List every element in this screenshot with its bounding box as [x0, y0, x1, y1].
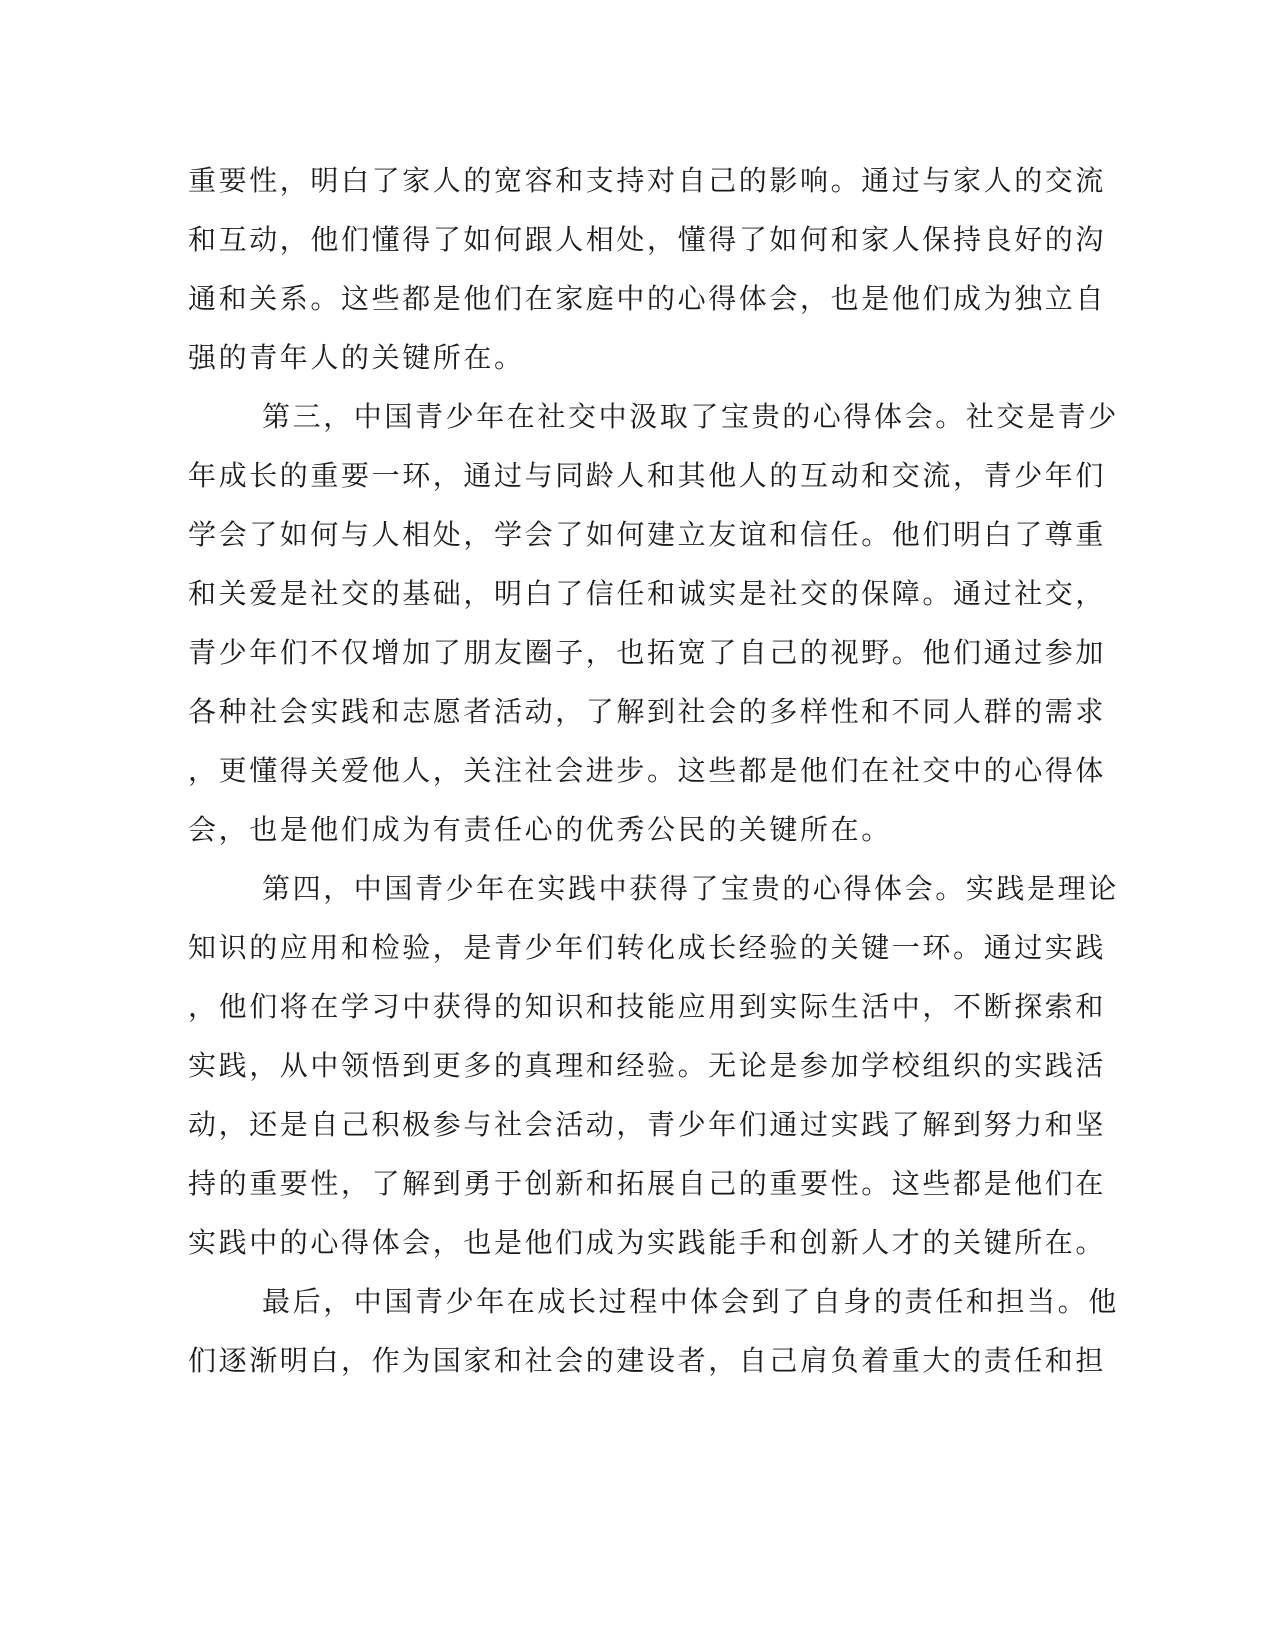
text-line: 重要性，明白了家人的宽容和支持对自己的影响。通过与家人的交流 — [188, 164, 1107, 197]
text-line: 强的青年人的关键所在。 — [188, 341, 525, 374]
text-line: 知识的应用和检验，是青少年们转化成长经验的关键一环。通过实践 — [188, 931, 1107, 964]
paragraph-start-line: 最后，中国青少年在成长过程中体会到了自身的责任和担当。他 — [262, 1285, 1119, 1318]
text-line: 动，还是自己积极参与社会活动，青少年们通过实践了解到努力和坚 — [188, 1108, 1107, 1141]
text-line: 会，也是他们成为有责任心的优秀公民的关键所在。 — [188, 813, 892, 846]
text-line: 实践，从中领悟到更多的真理和经验。无论是参加学校组织的实践活 — [188, 1049, 1107, 1082]
text-line: 实践中的心得体会，也是他们成为实践能手和创新人才的关键所在。 — [188, 1226, 1107, 1259]
text-line: 学会了如何与人相处，学会了如何建立友谊和信任。他们明白了尊重 — [188, 518, 1107, 551]
text-line: 们逐渐明白，作为国家和社会的建设者，自己肩负着重大的责任和担 — [188, 1344, 1107, 1377]
text-line: ，他们将在学习中获得的知识和技能应用到实际生活中，不断探索和 — [188, 990, 1107, 1023]
text-line: 各种社会实践和志愿者活动，了解到社会的多样性和不同人群的需求 — [188, 695, 1107, 728]
text-line: 持的重要性，了解到勇于创新和拓展自己的重要性。这些都是他们在 — [188, 1167, 1107, 1200]
text-line: 年成长的重要一环，通过与同龄人和其他人的互动和交流，青少年们 — [188, 459, 1107, 492]
text-line: 通和关系。这些都是他们在家庭中的心得体会，也是他们成为独立自 — [188, 282, 1107, 315]
text-line: 和互动，他们懂得了如何跟人相处，懂得了如何和家人保持良好的沟 — [188, 223, 1107, 256]
text-line: ，更懂得关爱他人，关注社会进步。这些都是他们在社交中的心得体 — [188, 754, 1107, 787]
text-line: 青少年们不仅增加了朋友圈子，也拓宽了自己的视野。他们通过参加 — [188, 636, 1107, 669]
paragraph-start-line: 第四，中国青少年在实践中获得了宝贵的心得体会。实践是理论 — [262, 872, 1119, 905]
text-line: 和关爱是社交的基础，明白了信任和诚实是社交的保障。通过社交， — [188, 577, 1107, 610]
paragraph-start-line: 第三，中国青少年在社交中汲取了宝贵的心得体会。社交是青少 — [262, 400, 1119, 433]
